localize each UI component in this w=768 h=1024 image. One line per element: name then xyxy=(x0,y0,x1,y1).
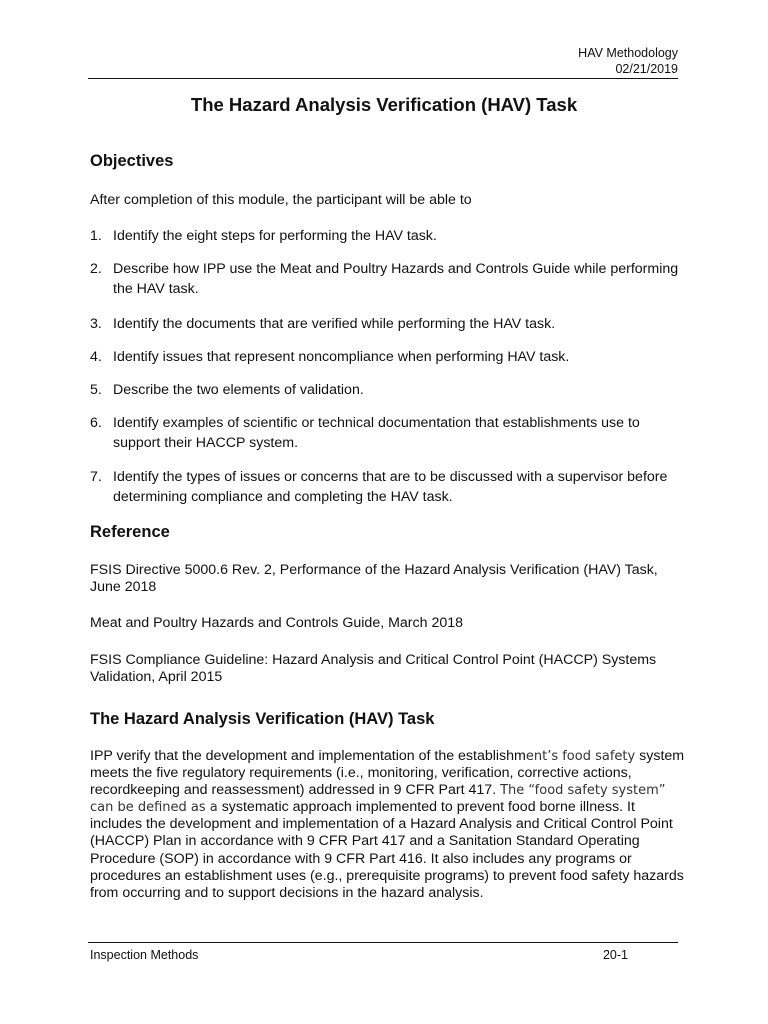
objective-number: 7. xyxy=(90,469,102,485)
objective-item xyxy=(90,314,680,334)
body-text: system meets the five regulatory requirements (i.e., monitoring, verification, corrective actions, recordkeeping and reassessment) addressed in 9 CFR Part 417. xyxy=(90,748,685,799)
footer-divider xyxy=(88,942,678,943)
reference-heading: Reference xyxy=(90,523,170,541)
objective-item xyxy=(90,413,680,453)
objective-item xyxy=(90,467,680,507)
objective-text: Describe the two elements of validation. xyxy=(113,382,364,398)
body-text: systematic approach implemented to prevent food borne illness. It includes the development and implementation of a Hazard Analysis and Critical Control Point (HACCP) Plan in accordance with 9 CFR Part 417 and a Sanitation Standard Operating Procedure (SOP) in accordance with 9 CFR Part 416. It also includes any programs or procedures an establishment uses (e.g., prerequisite programs) to prevent food safety hazards from occurring and to support decisions in the hazard analysis. xyxy=(90,799,684,901)
body-text-alt: ent’s food safety xyxy=(525,749,636,764)
objective-item xyxy=(90,380,680,400)
reference-item: Meat and Poultry Hazards and Controls Guide, March 2018 xyxy=(90,615,464,631)
hav-section-heading: The Hazard Analysis Verification (HAV) Task xyxy=(90,710,435,728)
page-title: The Hazard Analysis Verification (HAV) Task xyxy=(190,94,578,115)
objective-text: Identify the types of issues or concerns that are to be discussed with a supervisor before determining compliance and completing the HAV task. xyxy=(113,469,668,505)
objective-number: 4. xyxy=(90,349,102,365)
objective-item xyxy=(90,347,680,367)
objective-text: Identify examples of scientific or technical documentation that establishments use to support their HACCP system. xyxy=(113,415,640,451)
objective-number: 2. xyxy=(90,261,102,277)
footer-course-name: Inspection Methods xyxy=(90,948,199,962)
header-date: 02/21/2019 xyxy=(615,62,678,76)
objective-number: 5. xyxy=(90,382,102,398)
objective-text: Identify the eight steps for performing the HAV task. xyxy=(113,228,437,244)
header-doc-name: HAV Methodology xyxy=(578,46,678,60)
objective-number: 3. xyxy=(90,316,102,332)
page-header xyxy=(578,45,678,77)
objective-item xyxy=(90,226,680,246)
reference-item: FSIS Directive 5000.6 Rev. 2, Performance of the Hazard Analysis Verification (HAV) Task, June 2018 xyxy=(90,562,658,595)
objective-number: 6. xyxy=(90,415,102,431)
header-divider xyxy=(88,78,678,79)
objectives-heading: Objectives xyxy=(90,152,174,170)
objectives-intro: After completion of this module, the participant will be able to xyxy=(90,192,472,208)
footer-page-number: 20-1 xyxy=(602,948,628,962)
objective-item xyxy=(90,259,680,299)
body-text: IPP verify that the development and implementation of the establishm xyxy=(90,748,526,764)
objective-text: Identify the documents that are verified while performing the HAV task. xyxy=(113,316,556,332)
objective-text: Identify issues that represent noncompliance when performing HAV task. xyxy=(113,349,570,365)
body-text-alt: The “food safety system” can be defined as a xyxy=(90,783,666,816)
objective-number: 1. xyxy=(90,228,102,244)
objective-text: Describe how IPP use the Meat and Poultry Hazards and Controls Guide while performing the HAV task. xyxy=(113,261,679,297)
reference-item: FSIS Compliance Guideline: Hazard Analysis and Critical Control Point (HACCP) Systems Validation, April 2015 xyxy=(90,652,657,685)
hav-section-body xyxy=(90,748,690,902)
